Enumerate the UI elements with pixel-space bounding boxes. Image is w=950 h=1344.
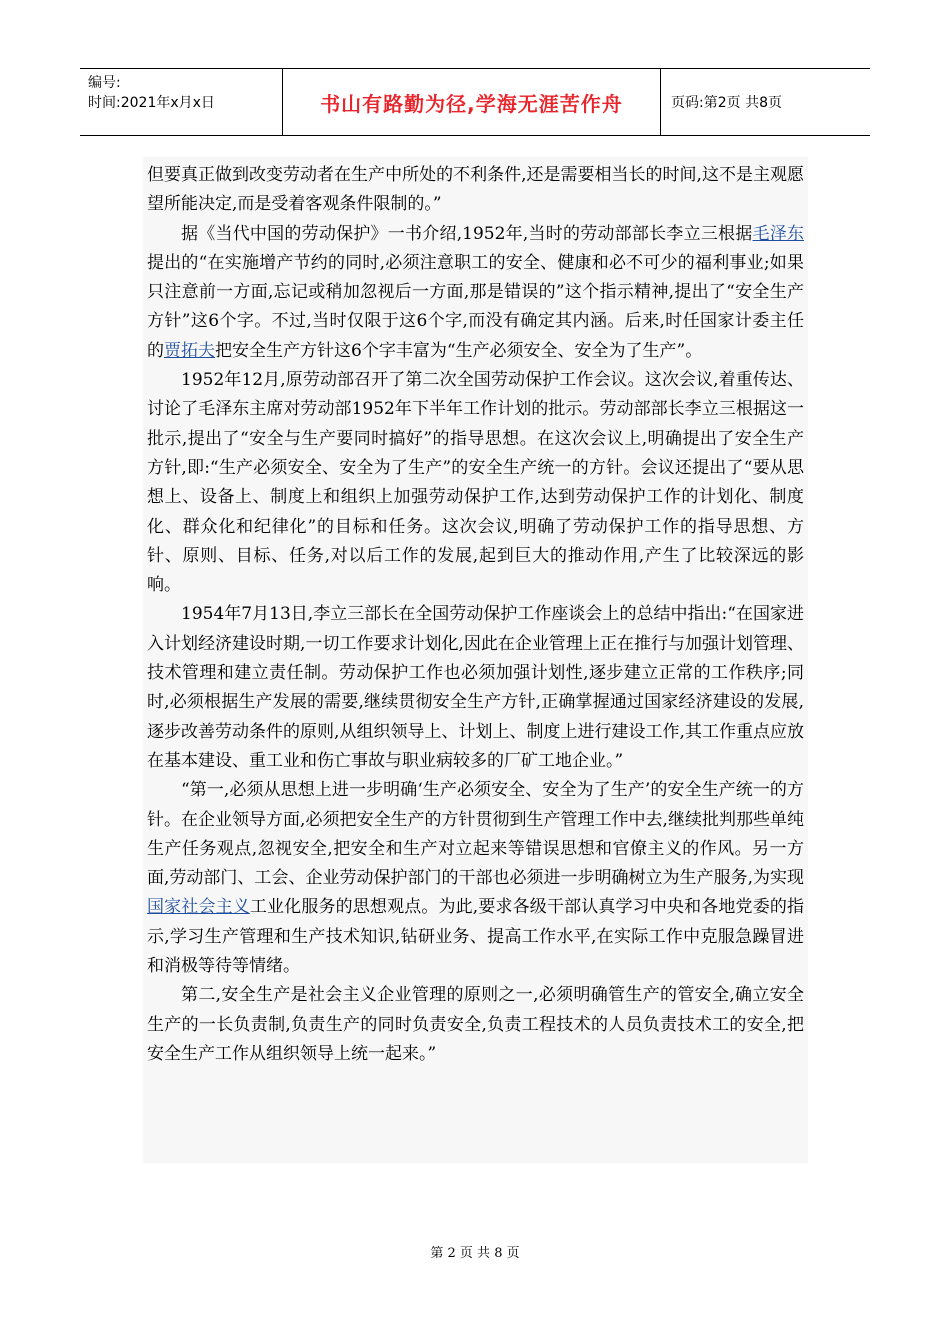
date-label: 时间:2021年x月x日 — [88, 95, 215, 111]
paragraph-3: 1952年12月,原劳动部召开了第二次全国劳动保护工作会议。这次会议,着重传达、讨论了毛泽东主席对劳动部1952年下半年工作计划的批示。劳动部部长李立三根据这一批示,提出了“安全与生产要同时搞好”的指导思想。在这次会议上,明确提出了安全生产方针,即:“生产必须安全、安全为了生产”的安全生产统一的方针。会议还提出了“要从思想上、设备上、制度上和组织上加强劳动保护工作,达到劳动保护工作的计划化、制度化、群众化和纪律化”的目标和任务。这次会议,明确了劳动保护工作的指导思想、方针、原则、目标、任务,对以后工作的发展,起到巨大的推动作用,产生了比较深远的影响。 — [147, 370, 804, 596]
paragraph-2-text-c: 把安全生产方针这6个字丰富为“生产必须安全、安全为了生产”。 — [215, 340, 703, 361]
paragraph-2-text-a: 据《当代中国的劳动保护》一书介绍,1952年,当时的劳动部部长李立三根据 — [181, 223, 753, 244]
doc-number-label: 编号: — [88, 75, 121, 91]
page-footer: 第 2 页 共 8 页 — [430, 1246, 520, 1261]
paragraph-5-text-b: 工业化服务的思想观点。为此,要求各级干部认真学习中央和各地党委的指示,学习生产管理和生产技术知识,钻研业务、提高工作水平,在实际工作中克服急躁冒进和消极等待等情绪。 — [147, 897, 805, 977]
paragraph-1: 但要真正做到改变劳动者在生产中所处的不利条件,还是需要相当长的时间,这不是主观愿望所能决定,而是受着客观条件限制的。” — [147, 165, 804, 215]
paragraph-4: 1954年7月13日,李立三部长在全国劳动保护工作座谈会上的总结中指出:“在国家进入计划经济建设时期,一切工作要求计划化,因此在企业管理上正在推行与加强计划管理、技术管理和建立责任制。劳动保护工作也必须加强计划性,逐步建立正常的工作秩序;同时,必须根据生产发展的需要,继续贯彻安全生产方针,正确掌握通过国家经济建设的发展,逐步改善劳动条件的原则,从组织领导上、计划上、制度上进行建设工作,其工作重点应放在基本建设、重工业和伤亡事故与职业病较多的厂矿工地企业。” — [147, 604, 804, 771]
link-mao-zedong[interactable]: 毛泽东 — [752, 223, 804, 244]
document-body — [143, 157, 808, 1163]
paragraph-5-text-a: “第一,必须从思想上进一步明确‘生产必须安全、安全为了生产’的安全生产统一的方针。在企业领导方面,必须把安全生产的方针贯彻到生产管理工作中去,继续批判那些单纯生产任务观点,忽视安全,把安全和生产对立起来等错误思想和官僚主义的作风。另一方面,劳动部门、工会、企业劳动保护部门的干部也必须进一步明确树立为生产服务,为实现 — [147, 780, 804, 889]
page-header — [80, 68, 870, 136]
header-page-info: 页码:第2页 共8页 — [671, 95, 782, 111]
header-meta — [80, 69, 283, 135]
link-jia-tuofu[interactable]: 贾拓夫 — [164, 340, 215, 361]
paragraph-2 — [147, 220, 804, 366]
paragraph-2-text-b: 提出的“在实施增产节约的同时,必须注意职工的安全、健康和必不可少的福利事业;如果只注意前一方面,忘记或稍加忽视后一方面,那是错误的”这个指示精神,提出了“安全生产方针”这6个字。不过,当时仅限于这6个字,而没有确定其内涵。后来,时任国家计委主任的 — [147, 252, 804, 361]
header-motto: 书山有路勤为径,学海无涯苦作舟 — [283, 69, 661, 135]
paragraph-6: 第二,安全生产是社会主义企业管理的原则之一,必须明确管生产的管安全,确立安全生产的一长负责制,负责生产的同时负责安全,负责工程技术的人员负责技术工的安全,把安全生产工作从组织领导上统一起来。” — [147, 985, 804, 1064]
link-national-socialism[interactable]: 国家社会主义 — [147, 897, 250, 918]
paragraph-5 — [147, 776, 804, 981]
